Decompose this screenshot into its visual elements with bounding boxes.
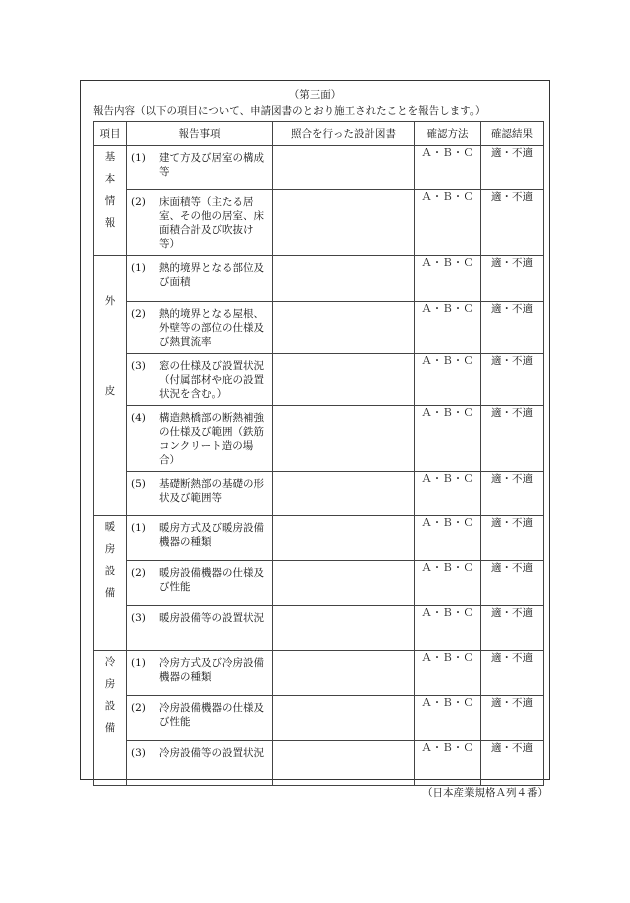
item-number: (1)	[131, 522, 146, 534]
method-cell[interactable]: Ａ・Ｂ・Ｃ	[415, 561, 481, 606]
result-cell[interactable]: 適・不適	[481, 651, 544, 696]
item-text: 熱的境界となる部位及び面積	[159, 262, 264, 288]
item-number: (3)	[131, 360, 146, 372]
table-row	[94, 354, 544, 406]
report-item-cell	[127, 606, 273, 651]
category-char: 冷	[104, 656, 116, 668]
table-row	[94, 516, 544, 561]
item-number: (2)	[131, 196, 146, 208]
design-doc-cell[interactable]	[273, 516, 415, 561]
report-item-cell	[127, 561, 273, 606]
category-char: 暖	[104, 521, 116, 533]
method-cell[interactable]: Ａ・Ｂ・Ｃ	[415, 146, 481, 190]
item-text: 構造熱橋部の断熱補強の仕様及び範囲（鉄筋コンクリート造の場合）	[159, 412, 264, 466]
table-row	[94, 561, 544, 606]
method-cell[interactable]: Ａ・Ｂ・Ｃ	[415, 651, 481, 696]
design-doc-cell[interactable]	[273, 302, 415, 354]
result-cell[interactable]: 適・不適	[481, 406, 544, 472]
item-text: 暖房設備機器の仕様及び性能	[159, 567, 264, 593]
category-char: 房	[104, 678, 116, 690]
table-row	[94, 190, 544, 256]
report-item-cell	[127, 516, 273, 561]
design-doc-cell[interactable]	[273, 561, 415, 606]
page-title: （第三面）	[288, 89, 342, 101]
item-text: 窓の仕様及び設置状況（付属部材や庇の設置状況を含む。）	[159, 360, 264, 400]
header-design-doc: 照合を行った設計図書	[273, 122, 415, 146]
result-cell[interactable]: 適・不適	[481, 146, 544, 190]
item-number: (1)	[131, 152, 146, 164]
method-cell[interactable]: Ａ・Ｂ・Ｃ	[415, 406, 481, 472]
table-row	[94, 302, 544, 354]
design-doc-cell[interactable]	[273, 354, 415, 406]
method-cell[interactable]: Ａ・Ｂ・Ｃ	[415, 741, 481, 786]
method-cell[interactable]: Ａ・Ｂ・Ｃ	[415, 472, 481, 516]
table-row	[94, 146, 544, 190]
design-doc-cell[interactable]	[273, 406, 415, 472]
category-char: 房	[104, 543, 116, 555]
intro-text: 報告内容（以下の項目について、申請図書のとおり施工されたことを報告します。）	[93, 105, 486, 117]
category-char: 設	[104, 565, 116, 577]
result-cell[interactable]: 適・不適	[481, 561, 544, 606]
item-text: 基礎断熱部の基礎の形状及び範囲等	[159, 478, 264, 504]
table-row	[94, 606, 544, 651]
method-cell[interactable]: Ａ・Ｂ・Ｃ	[415, 302, 481, 354]
result-cell[interactable]: 適・不適	[481, 516, 544, 561]
category-char: 基	[104, 151, 116, 163]
design-doc-cell[interactable]	[273, 606, 415, 651]
report-item-cell	[127, 190, 273, 256]
item-text: 冷房設備機器の仕様及び性能	[159, 702, 264, 728]
design-doc-cell[interactable]	[273, 696, 415, 741]
report-item-cell	[127, 256, 273, 302]
result-cell[interactable]: 適・不適	[481, 696, 544, 741]
table-row	[94, 651, 544, 696]
category-char: 本	[104, 173, 116, 185]
item-text: 暖房設備等の設置状況	[159, 612, 264, 624]
item-text: 熱的境界となる屋根、外壁等の部位の仕様及び熱貫流率	[159, 308, 264, 348]
design-doc-cell[interactable]	[273, 472, 415, 516]
item-number: (2)	[131, 567, 146, 579]
category-char: 情	[104, 195, 116, 207]
report-item-cell	[127, 741, 273, 786]
method-cell[interactable]: Ａ・Ｂ・Ｃ	[415, 606, 481, 651]
result-cell[interactable]: 適・不適	[481, 302, 544, 354]
result-cell[interactable]: 適・不適	[481, 741, 544, 786]
table-row	[94, 741, 544, 786]
report-item-cell	[127, 651, 273, 696]
category-char: 報	[104, 217, 116, 229]
header-result: 確認結果	[481, 122, 544, 146]
design-doc-cell[interactable]	[273, 190, 415, 256]
item-number: (1)	[131, 657, 146, 669]
category-char: 備	[104, 587, 116, 599]
result-cell[interactable]: 適・不適	[481, 472, 544, 516]
method-cell[interactable]: Ａ・Ｂ・Ｃ	[415, 256, 481, 302]
result-cell[interactable]: 適・不適	[481, 606, 544, 651]
table-row	[94, 406, 544, 472]
method-cell[interactable]: Ａ・Ｂ・Ｃ	[415, 516, 481, 561]
item-number: (3)	[131, 612, 146, 624]
table-body	[94, 146, 544, 786]
header-item: 報告事項	[127, 122, 273, 146]
report-item-cell	[127, 696, 273, 741]
item-number: (4)	[131, 412, 146, 424]
report-item-cell	[127, 354, 273, 406]
category-cell	[94, 651, 127, 786]
table-row	[94, 696, 544, 741]
report-item-cell	[127, 302, 273, 354]
result-cell[interactable]: 適・不適	[481, 354, 544, 406]
category-cell	[94, 256, 127, 516]
design-doc-cell[interactable]	[273, 256, 415, 302]
result-cell[interactable]: 適・不適	[481, 256, 544, 302]
design-doc-cell[interactable]	[273, 741, 415, 786]
item-number: (3)	[131, 747, 146, 759]
method-cell[interactable]: Ａ・Ｂ・Ｃ	[415, 696, 481, 741]
result-cell[interactable]: 適・不適	[481, 190, 544, 256]
category-char: 皮	[104, 385, 116, 397]
item-text: 冷房方式及び冷房設備機器の種類	[159, 657, 264, 683]
category-char: 外	[104, 295, 116, 307]
item-text: 冷房設備等の設置状況	[159, 747, 264, 759]
item-text: 床面積等（主たる居室、その他の居室、床面積合計及び吹抜け等）	[159, 196, 264, 250]
report-table	[93, 121, 544, 786]
report-item-cell	[127, 406, 273, 472]
design-doc-cell[interactable]	[273, 651, 415, 696]
form-frame	[80, 80, 550, 780]
item-number: (1)	[131, 262, 146, 274]
item-number: (2)	[131, 308, 146, 320]
design-doc-cell[interactable]	[273, 146, 415, 190]
table-row	[94, 472, 544, 516]
report-item-cell	[127, 472, 273, 516]
header-method: 確認方法	[415, 122, 481, 146]
item-text: 暖房方式及び暖房設備機器の種類	[159, 522, 264, 548]
header-row	[94, 122, 544, 146]
item-number: (5)	[131, 478, 146, 490]
category-cell	[94, 516, 127, 651]
header-category: 項目	[94, 122, 127, 146]
category-char: 備	[104, 722, 116, 734]
method-cell[interactable]: Ａ・Ｂ・Ｃ	[415, 190, 481, 256]
item-text: 建て方及び居室の構成等	[159, 152, 264, 178]
category-char: 設	[104, 700, 116, 712]
table-row	[94, 256, 544, 302]
report-item-cell	[127, 146, 273, 190]
item-number: (2)	[131, 702, 146, 714]
method-cell[interactable]: Ａ・Ｂ・Ｃ	[415, 354, 481, 406]
category-cell	[94, 146, 127, 256]
footer-note: （日本産業規格Ａ列４番）	[422, 787, 548, 799]
